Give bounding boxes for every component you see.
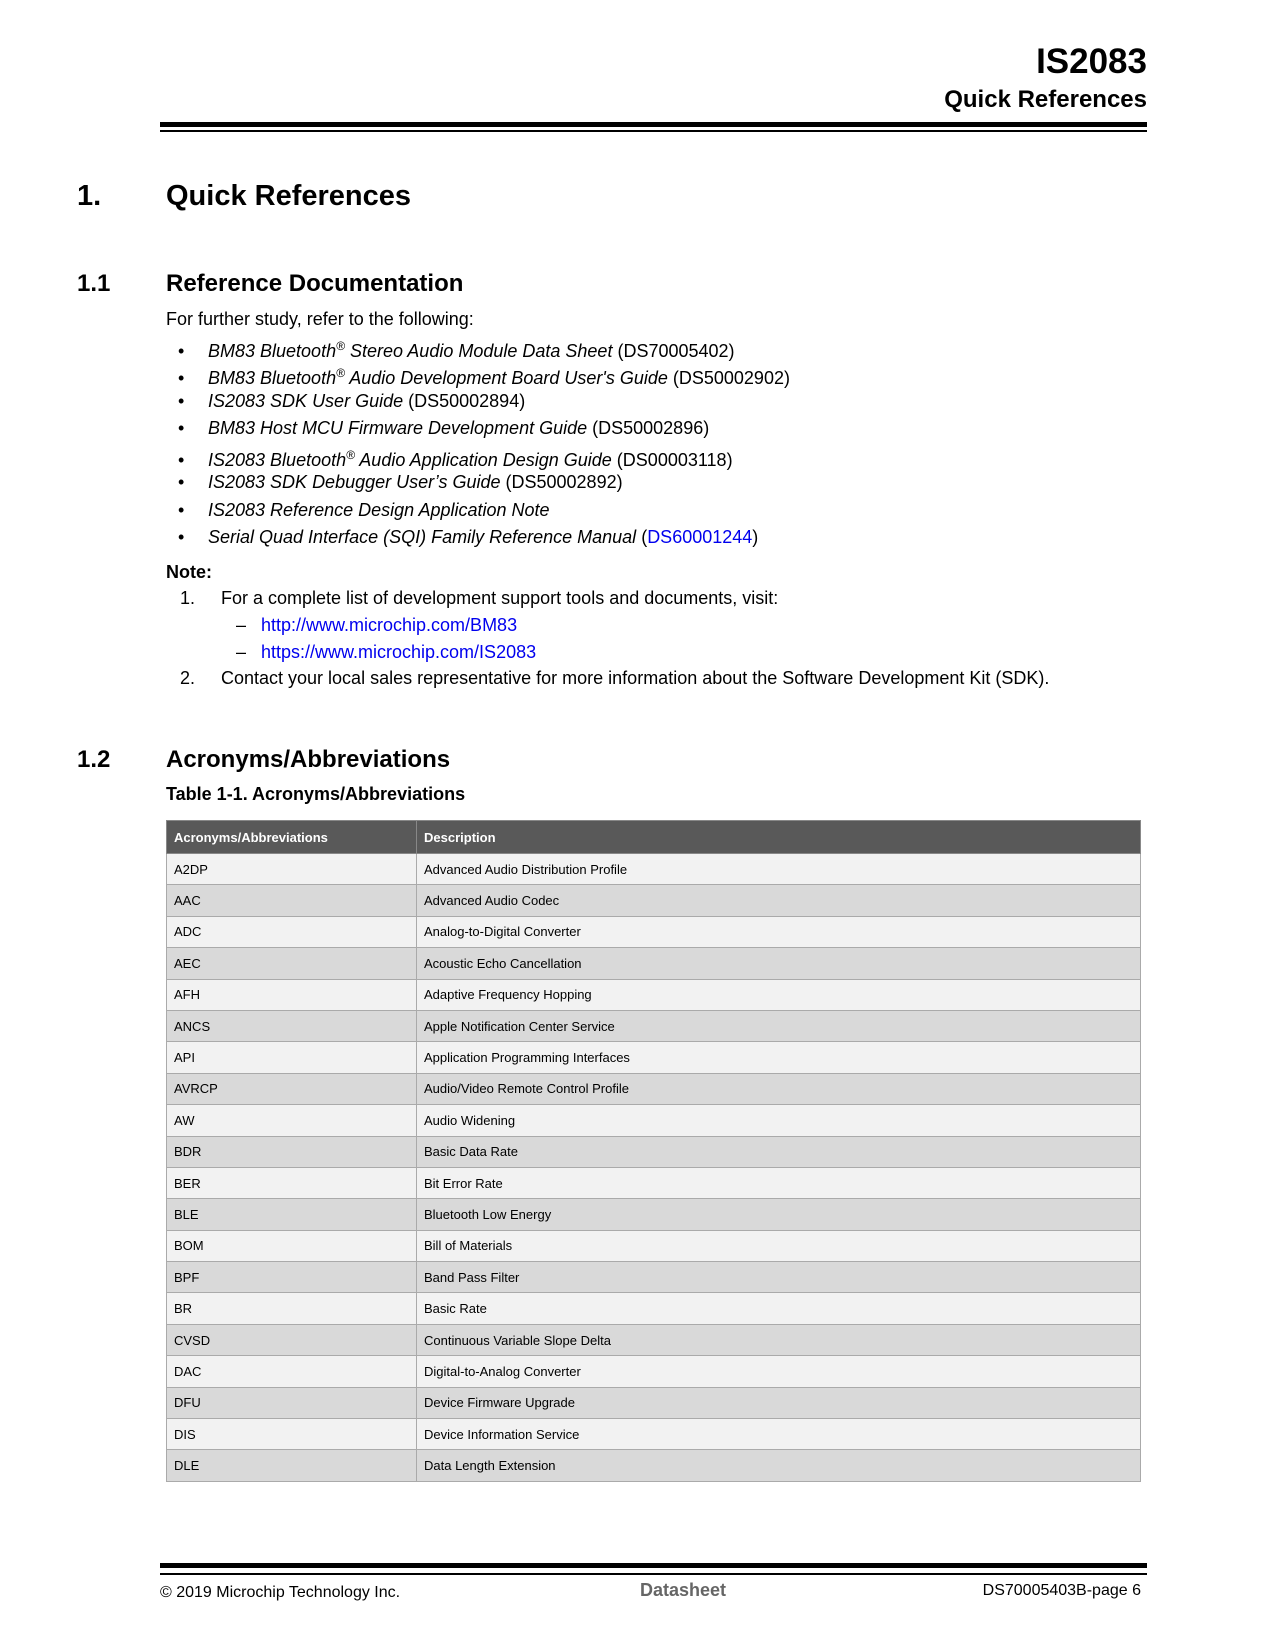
table-row	[167, 1356, 1141, 1387]
acronym-cell: BPF	[167, 1262, 417, 1293]
description-cell: Device Firmware Upgrade	[417, 1387, 1141, 1418]
description-cell: Bill of Materials	[417, 1230, 1141, 1261]
description-cell: Bit Error Rate	[417, 1167, 1141, 1198]
acronym-cell: DAC	[167, 1356, 417, 1387]
bullet: •	[178, 417, 185, 438]
acronym-cell: AEC	[167, 948, 417, 979]
acronym-cell: A2DP	[167, 854, 417, 885]
description-cell: Adaptive Frequency Hopping	[417, 979, 1141, 1010]
reference-title: IS2083 SDK Debugger User’s Guide	[208, 472, 501, 493]
section-number: 1.1	[77, 270, 111, 297]
table-row	[167, 1073, 1141, 1104]
description-cell: Band Pass Filter	[417, 1262, 1141, 1293]
acronym-cell: AW	[167, 1105, 417, 1136]
registered-mark: ®	[336, 339, 345, 353]
note-number: 1.	[180, 588, 196, 608]
acronym-cell: DFU	[167, 1387, 417, 1418]
table-header-row	[167, 821, 1141, 854]
section-1-1-heading	[77, 270, 463, 298]
note-number: 2.	[180, 668, 196, 688]
registered-mark: ®	[346, 448, 355, 463]
table-row	[167, 1042, 1141, 1073]
bullet: •	[178, 390, 185, 411]
reference-title: IS2083 Bluetooth® Audio Application Design Guide	[208, 448, 612, 471]
document-title: IS2083	[1036, 42, 1147, 81]
bullet: •	[178, 450, 185, 471]
column-header: Description	[417, 821, 1141, 854]
reference-title: BM83 Host MCU Firmware Development Guide	[208, 417, 588, 438]
section-title: Acronyms/Abbreviations	[166, 746, 451, 773]
acronym-cell: DIS	[167, 1419, 417, 1450]
description-cell: Advanced Audio Distribution Profile	[417, 854, 1141, 885]
reference-item: • BM83 Bluetooth® Audio Development Board User's Guide (DS50002902)	[178, 366, 790, 389]
description-cell: Bluetooth Low Energy	[417, 1199, 1141, 1230]
note-text: For a complete list of development support tools and documents, visit:	[221, 588, 779, 608]
bullet: •	[178, 341, 185, 361]
header-rule-thin	[160, 130, 1147, 132]
table-row	[167, 1262, 1141, 1293]
document-code: DS50002902	[678, 368, 784, 389]
acronym-cell: AVRCP	[167, 1073, 417, 1104]
document-code[interactable]: DS60001244	[647, 527, 753, 548]
acronym-cell: BLE	[167, 1199, 417, 1230]
table-row	[167, 916, 1141, 947]
acronym-cell: API	[167, 1042, 417, 1073]
section-title: Quick References	[166, 180, 412, 212]
description-cell: Analog-to-Digital Converter	[417, 916, 1141, 947]
acronyms-table	[166, 820, 1141, 1482]
description-cell: Device Information Service	[417, 1419, 1141, 1450]
intro-text: For further study, refer to the following:	[166, 309, 474, 329]
table-row	[167, 1387, 1141, 1418]
acronym-cell: ADC	[167, 916, 417, 947]
document-code: DS50002896	[598, 417, 704, 438]
document-subtitle: Quick References	[944, 86, 1147, 113]
table-row	[167, 885, 1141, 916]
note-item-2	[180, 668, 1049, 689]
registered-mark: ®	[336, 366, 345, 381]
note-text: Contact your local sales representative for more information about the Software Development Kit (SDK).	[221, 668, 1050, 688]
bullet: •	[178, 472, 185, 493]
table-row	[167, 948, 1141, 979]
copyright: © 2019 Microchip Technology Inc.	[160, 1584, 401, 1601]
document-code: DS50002894	[414, 390, 520, 411]
table-row	[167, 1199, 1141, 1230]
table-row	[167, 854, 1141, 885]
header-rule-thick	[160, 122, 1147, 127]
description-cell: Audio/Video Remote Control Profile	[417, 1073, 1141, 1104]
description-cell: Basic Data Rate	[417, 1136, 1141, 1167]
acronym-cell: AFH	[167, 979, 417, 1010]
is2083-link[interactable]: https://www.microchip.com/IS2083	[261, 642, 537, 662]
reference-item: • IS2083 Bluetooth® Audio Application Design Guide (DS00003118)	[178, 448, 733, 471]
section-1-2-heading	[77, 746, 450, 774]
reference-title: Serial Quad Interface (SQI) Family Reference Manual	[208, 527, 637, 548]
table-row	[167, 1010, 1141, 1041]
section-number: 1.2	[77, 746, 111, 773]
reference-item: • IS2083 SDK User Guide (DS50002894)	[178, 390, 526, 411]
dash: –	[236, 615, 247, 635]
acronym-cell: DLE	[167, 1450, 417, 1481]
reference-item: • Serial Quad Interface (SQI) Family Reference Manual (DS60001244)	[178, 527, 759, 548]
section-title: Reference Documentation	[166, 270, 464, 297]
section-1-heading	[77, 180, 411, 213]
acronym-cell: ANCS	[167, 1010, 417, 1041]
page-number: DS70005403B-page 6	[982, 1582, 1141, 1599]
table-row	[167, 1419, 1141, 1450]
doc-type: Datasheet	[640, 1580, 727, 1600]
table-row	[167, 979, 1141, 1010]
table-row	[167, 1136, 1141, 1167]
note-link-row-2	[236, 642, 536, 663]
reference-item: • BM83 Bluetooth® Stereo Audio Module Data Sheet (DS70005402)	[178, 339, 735, 361]
note-link-row-1	[236, 615, 517, 636]
acronym-cell: AAC	[167, 885, 417, 916]
note-label: Note:	[166, 562, 212, 582]
document-code: DS50002892	[511, 472, 617, 493]
acronym-cell: BOM	[167, 1230, 417, 1261]
table-row	[167, 1450, 1141, 1481]
reference-title: IS2083 SDK User Guide	[208, 390, 404, 411]
bullet: •	[178, 368, 185, 389]
note-item-1	[180, 588, 778, 609]
reference-item: • BM83 Host MCU Firmware Development Guide (DS50002896)	[178, 417, 710, 438]
document-code: DS00003118	[622, 450, 727, 471]
acronym-cell: BER	[167, 1167, 417, 1198]
acronym-cell: BR	[167, 1293, 417, 1324]
description-cell: Digital-to-Analog Converter	[417, 1356, 1141, 1387]
table-row	[167, 1230, 1141, 1261]
footer-rule-thick	[160, 1563, 1147, 1568]
description-cell: Advanced Audio Codec	[417, 885, 1141, 916]
bullet: •	[178, 527, 185, 548]
dash: –	[236, 642, 247, 662]
footer-rule-thin	[160, 1573, 1147, 1575]
acronym-cell: CVSD	[167, 1324, 417, 1355]
section-number: 1.	[77, 180, 102, 212]
reference-title: BM83 Bluetooth® Stereo Audio Module Data Sheet	[208, 339, 613, 361]
bullet: •	[178, 499, 185, 520]
acronym-cell: BDR	[167, 1136, 417, 1167]
bm83-link[interactable]: http://www.microchip.com/BM83	[261, 615, 518, 635]
table-row	[167, 1293, 1141, 1324]
table-row	[167, 1105, 1141, 1136]
description-cell: Data Length Extension	[417, 1450, 1141, 1481]
description-cell: Acoustic Echo Cancellation	[417, 948, 1141, 979]
reference-title: BM83 Bluetooth® Audio Development Board User's Guide	[208, 366, 668, 389]
table-row	[167, 1167, 1141, 1198]
description-cell: Apple Notification Center Service	[417, 1010, 1141, 1041]
document-code: DS70005402	[623, 341, 729, 361]
description-cell: Audio Widening	[417, 1105, 1141, 1136]
column-header: Acronyms/Abbreviations	[167, 821, 417, 854]
reference-item	[178, 499, 790, 526]
description-cell: Application Programming Interfaces	[417, 1042, 1141, 1073]
table-caption: Table 1-1. Acronyms/Abbreviations	[166, 784, 466, 804]
table-row	[167, 1324, 1141, 1355]
reference-item: • IS2083 SDK Debugger User’s Guide (DS50002892)	[178, 472, 623, 493]
description-cell: Basic Rate	[417, 1293, 1141, 1324]
description-cell: Continuous Variable Slope Delta	[417, 1324, 1141, 1355]
reference-title: IS2083 Reference Design Application Note	[208, 499, 550, 520]
reference-list	[178, 335, 790, 553]
